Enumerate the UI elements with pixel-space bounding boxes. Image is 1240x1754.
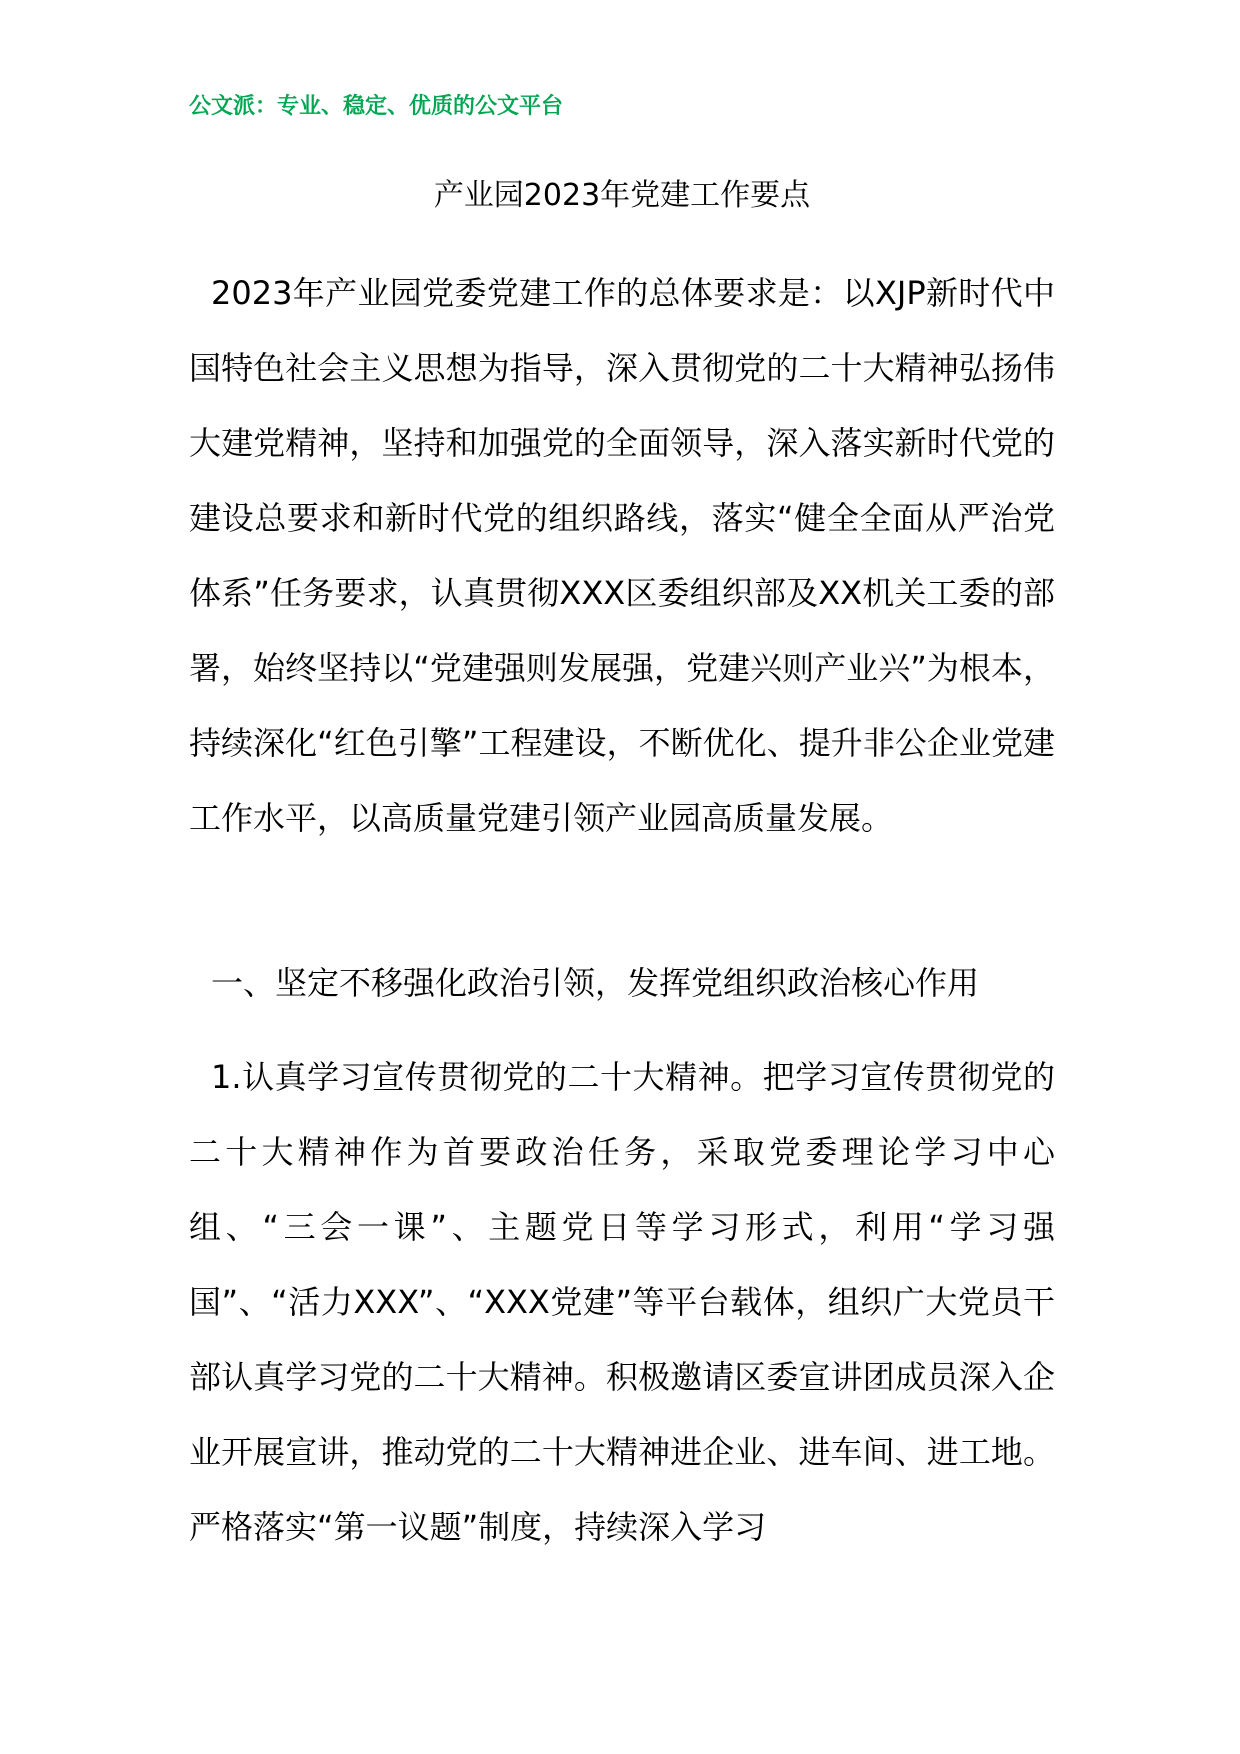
paragraph-item-1: 1.认真学习宣传贯彻党的二十大精神。把学习宣传贯彻党的二十大精神作为首要政治任务，采取党委理论学习中心组、“三会一课”、主题党日等学习形式，利用“学习强国”、“活力XXX”、“XXX党建”等平台载体，组织广大党员干部认真学习党的二十大精神。积极邀请区委宣讲团成员深入企业开展宣讲，推动党的二十大精神进企业、进车间、进工地。严格落实“第一议题”制度，持续深入学习 bbox=[189, 1058, 1055, 1546]
paragraph-intro: 2023年产业园党委党建工作的总体要求是：以XJP新时代中国特色社会主义思想为指导，深入贯彻党的二十大精神弘扬伟大建党精神，坚持和加强党的全面领导，深入落实新时代党的建设总要求和新时代党的组织路线，落实“健全全面从严治党体系”任务要求，认真贯彻XXX区委组织部及XX机关工委的部署，始终坚持以“党建强则发展强，党建兴则产业兴”为根本，持续深化“红色引擎”工程建设，不断优化、提升非公企业党建工作水平，以高质量党建引领产业园高质量发展。 bbox=[189, 274, 1055, 837]
section-heading-1: 一、坚定不移强化政治引领，发挥党组织政治核心作用 bbox=[211, 964, 980, 1002]
document-title: 产业园2023年党建工作要点 bbox=[433, 178, 811, 213]
site-header: 公文派：专业、稳定、优质的公文平台 bbox=[189, 93, 564, 119]
